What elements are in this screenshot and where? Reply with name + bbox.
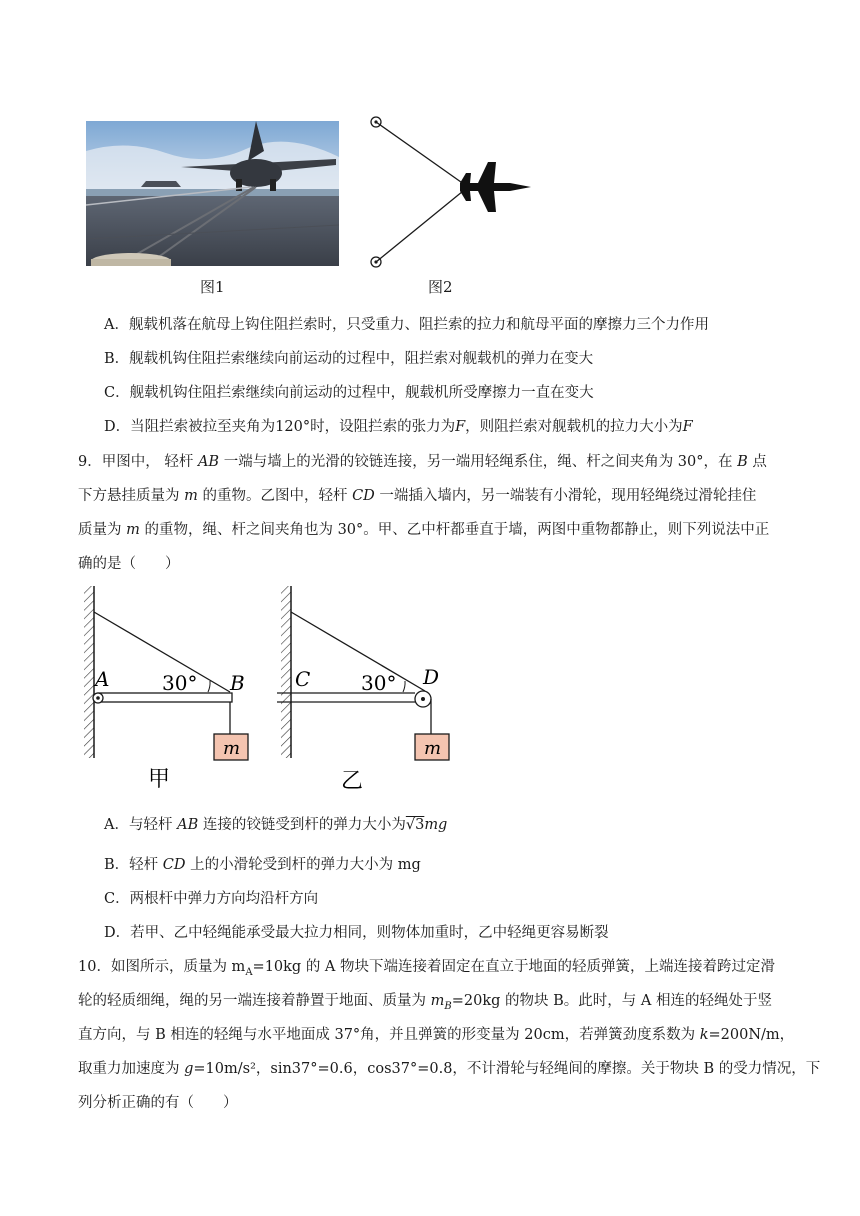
label-d: D bbox=[423, 665, 440, 689]
label-a: A bbox=[95, 667, 110, 691]
diagram-name-jia: 甲 bbox=[148, 767, 171, 792]
figure-2-caption: 图2 bbox=[428, 278, 453, 296]
angle-label: 30° bbox=[361, 671, 397, 695]
option-text: 舰载机落在航母上钩住阻拦索时，只受重力、阻拦索的拉力和航母平面的摩擦力三个力作用 bbox=[128, 317, 709, 333]
q10-stem-line-3: 直方向，与 B 相连的轻绳与水平地面成 37°角，并且弹簧的形变量为 20cm，若弹簧劲度系数为 k=200N/m， bbox=[78, 1027, 795, 1043]
q10-stem-line-2: 轮的轻质细绳，绳的另一端连接着静置于地面、质量为 $m_B=20kg$ 的物块 B。此时，与 A 相连的轻绳处于竖 bbox=[78, 993, 772, 1012]
option-label: D． bbox=[104, 925, 131, 941]
q10-stem-line-1: 10．如图所示，质量为 $m_A=10kg$ 的 A 物块下端连接着固定在直立于地面的轻质弹簧，上端连接着跨过定滑 bbox=[78, 959, 776, 978]
option-label: C． bbox=[104, 385, 130, 401]
rope-line bbox=[291, 612, 425, 691]
q10-stem-line-4: 取重力加速度为 g=10m/s²，sin37°=0.6，cos37°=0.8，不计滑轮与轻绳间的摩擦。关于物块 B 的受力情况，下 bbox=[78, 1061, 821, 1077]
q9-stem-line-3: 质量为 m 的重物，绳、杆之间夹角也为 30°。甲、乙中杆都垂直于墙，两图中重物都静止，则下列说法中正 bbox=[78, 522, 770, 538]
angle-label: 30° bbox=[162, 671, 198, 695]
question-number: 9． bbox=[78, 454, 102, 470]
option-text: 舰载机钩住阻拦索继续向前运动的过程中，舰载机所受摩擦力一直在变大 bbox=[129, 385, 594, 401]
q9-diagram bbox=[78, 582, 478, 797]
option-label: A． bbox=[104, 817, 129, 833]
q9-stem-line-2: 下方悬挂质量为 m 的重物。乙图中，轻杆 CD 一端插入墙内，另一端装有小滑轮，现用轻绳绕过滑轮挂住 bbox=[78, 488, 757, 504]
q8-option-b bbox=[104, 352, 593, 367]
option-label: D． bbox=[104, 419, 131, 435]
figure-1-photo bbox=[86, 121, 339, 266]
q9-option-d: D．若甲、乙中轻绳能承受最大拉力相同，则物体加重时，乙中轻绳更容易断裂 bbox=[104, 925, 609, 941]
lower-cable-line bbox=[376, 187, 468, 262]
upper-cable-line bbox=[376, 122, 468, 187]
carrier-landing-photo bbox=[86, 121, 339, 266]
q8-option-d: D．当阻拦索被拉至夹角为120°时，设阻拦索的张力为F，则阻拦索对舰载机的拉力大小为F bbox=[104, 419, 693, 435]
q9-option-a: A．与轻杆 AB 连接的铰链受到杆的弹力大小为√3mg bbox=[104, 817, 448, 833]
diagram-yi bbox=[277, 586, 449, 794]
mass-label: m bbox=[424, 738, 442, 759]
q8-option-c bbox=[104, 386, 594, 401]
diagram-name-yi: 乙 bbox=[341, 769, 364, 794]
option-label: C． bbox=[104, 891, 130, 907]
q9-stem-line-4: 确的是（ ） bbox=[78, 556, 180, 572]
wall-hatch bbox=[84, 586, 94, 758]
q9-option-c: C．两根杆中弹力方向均沿杆方向 bbox=[104, 891, 319, 907]
option-label: B． bbox=[104, 351, 130, 367]
label-b: B bbox=[230, 671, 245, 695]
figure-2-diagram bbox=[360, 110, 540, 272]
q10-stem-line-5: 列分析正确的有（ ） bbox=[78, 1095, 238, 1111]
wall-hatch bbox=[281, 586, 291, 758]
option-label: B． bbox=[104, 857, 130, 873]
label-c: C bbox=[295, 667, 311, 691]
diagram-jia bbox=[84, 586, 248, 792]
option-label: A． bbox=[104, 317, 129, 333]
question-number: 10． bbox=[78, 959, 111, 975]
mass-label: m bbox=[223, 738, 241, 759]
q9-stem-line-1: 9．甲图中， 轻杆 AB 一端与墙上的光滑的铰链连接，另一端用轻绳系住，绳、杆之间夹角为 30°，在 B 点 bbox=[78, 454, 767, 470]
q8-option-a bbox=[104, 318, 709, 333]
q9-option-b: B．轻杆 CD 上的小滑轮受到杆的弹力大小为 mg bbox=[104, 857, 421, 873]
sqrt-expression: √3 bbox=[405, 817, 425, 833]
option-text: 舰载机钩住阻拦索继续向前运动的过程中，阻拦索对舰载机的弹力在变大 bbox=[129, 351, 594, 367]
figure-1-caption: 图1 bbox=[200, 278, 225, 296]
jet-silhouette-icon bbox=[460, 162, 531, 212]
